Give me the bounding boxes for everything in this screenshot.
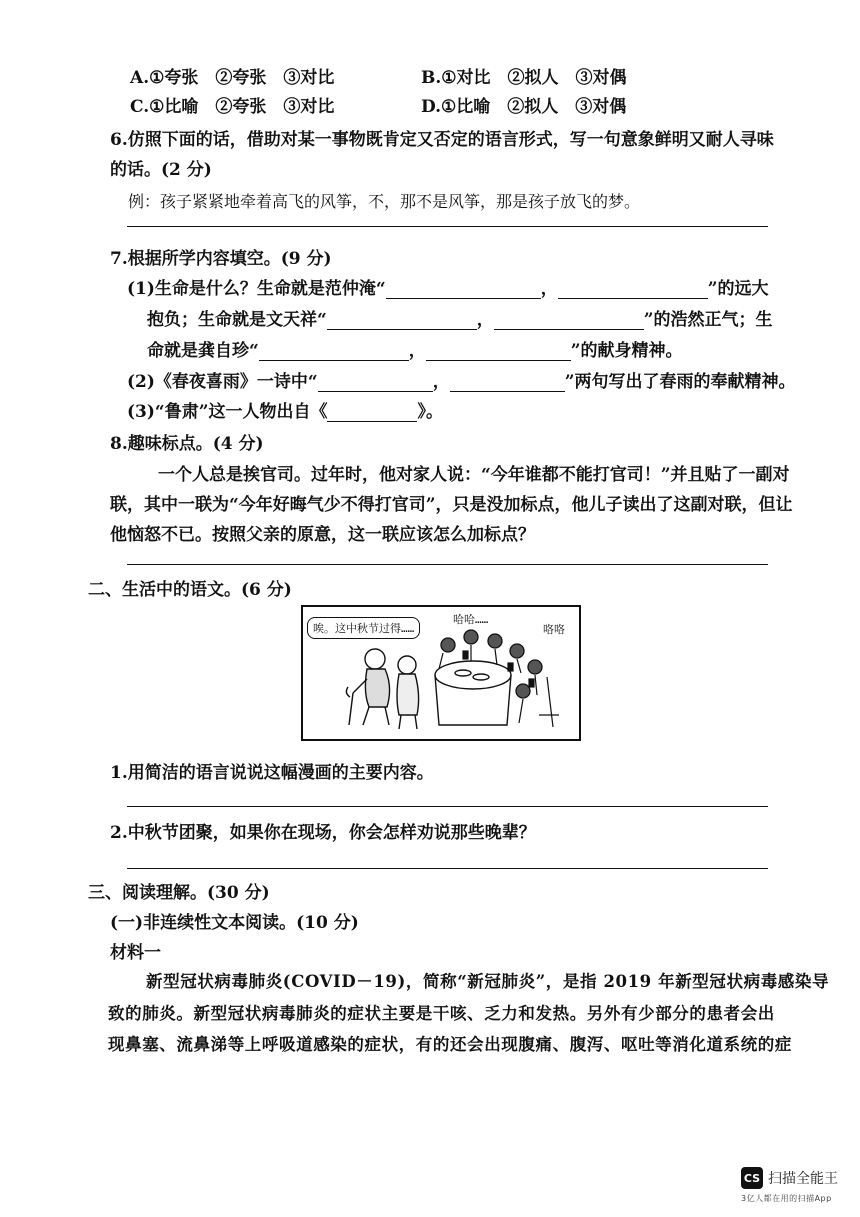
section2-q1-answer-line[interactable] xyxy=(127,806,768,807)
q6-line1: 6.仿照下面的话，借助对某一事物既肯定又否定的语言形式，写一句意象鲜明又耐人寻味 xyxy=(110,130,774,150)
mid-autumn-cartoon xyxy=(301,605,581,741)
q7-p1-line2 xyxy=(147,305,773,330)
q7-p1-comma: ， xyxy=(540,279,558,299)
q6-example: 例：孩子紧紧地牵着高飞的风筝，不，那不是风筝，那是孩子放飞的梦。 xyxy=(128,192,641,211)
q7-p3 xyxy=(127,397,443,422)
dinner-table-icon xyxy=(435,661,511,725)
q7-p1-text-f: ”的献身精神。 xyxy=(570,341,683,361)
option-c: C.①比喻 ②夸张 ③对比 xyxy=(130,97,335,117)
q7-p1-text-b: ”的远大 xyxy=(707,279,769,299)
option-a: A.①夸张 ②夸张 ③对比 xyxy=(130,68,335,88)
q7-blank-3[interactable] xyxy=(327,311,477,330)
q7-blank-9[interactable] xyxy=(327,403,417,422)
section2-q2: 2.中秋节团聚，如果你在现场，你会怎样劝说那些晚辈？ xyxy=(110,823,536,843)
q7-p2-text-b: ”两句写出了春雨的奉献精神。 xyxy=(564,372,796,392)
section2-title: 二、生活中的语文。(6 分) xyxy=(88,580,292,600)
q7-p1-line3 xyxy=(147,336,683,361)
q7-blank-6[interactable] xyxy=(426,342,571,361)
q7-p3-text-b: 》。 xyxy=(417,402,443,422)
option-b: B.①对比 ②拟人 ③对偶 xyxy=(421,68,627,88)
q8-line1: 一个人总是挨官司。过年时，他对家人说：“今年谁都不能打官司！”并且贴了一副对 xyxy=(158,465,790,485)
q8-line2: 联，其中一联为“今年好晦气少不得打官司”，只是没加标点，他儿子读出了这副对联，但让 xyxy=(110,495,793,515)
q8-answer-line[interactable] xyxy=(127,564,768,565)
q7-p1-text-a: (1)生命是什么？生命就是范仲淹“ xyxy=(127,279,386,299)
material-heading: 材料一 xyxy=(110,943,161,963)
q8-line3: 他恼怒不已。按照父亲的原意，这一联应该怎么加标点？ xyxy=(110,525,535,545)
elderly-woman-icon xyxy=(397,656,419,729)
passage-line2: 致的肺炎。新型冠状病毒肺炎的症状主要是干咳、乏力和发热。另外有少部分的患者会出 xyxy=(108,1004,775,1023)
q6-answer-line[interactable] xyxy=(127,226,768,227)
q7-p1-comma2: ， xyxy=(476,310,494,330)
q7-p1-text-d: ”的浩然正气；生 xyxy=(643,310,773,330)
section2-q2-answer-line[interactable] xyxy=(127,868,768,869)
q6-line2: 的话。(2 分) xyxy=(110,160,212,180)
q8-title: 8.趣味标点。(4 分) xyxy=(110,434,264,454)
q7-p1-text-c: 抱负；生命就是文天祥“ xyxy=(147,310,327,330)
q7-blank-7[interactable] xyxy=(318,373,433,392)
q7-blank-8[interactable] xyxy=(450,373,565,392)
q7-p1-line1 xyxy=(127,274,768,299)
q7-p1-comma3: ， xyxy=(408,341,426,361)
camscanner-tagline: 3亿人都在用的扫描App xyxy=(741,1194,832,1203)
phone-icon xyxy=(529,679,534,687)
cartoon-bubble-left: 唉。这中秋节过得…… xyxy=(307,617,420,639)
q7-p1-text-e: 命就是龚自珍“ xyxy=(147,341,259,361)
camscanner-logo-icon: CS xyxy=(741,1167,763,1189)
q7-blank-5[interactable] xyxy=(259,342,409,361)
elderly-man-icon xyxy=(346,649,389,725)
passage-line3: 现鼻塞、流鼻涕等上呼吸道感染的症状，有的还会出现腹痛、腹泻、呕吐等消化道系统的症 xyxy=(108,1035,792,1054)
section3-sub1: (一)非连续性文本阅读。(10 分) xyxy=(110,913,359,933)
passage-line1: 新型冠状病毒肺炎(COVID－19)，简称“新冠肺炎”，是指 2019 年新型冠状病毒感染导 xyxy=(146,972,830,991)
q7-title: 7.根据所学内容填空。(9 分) xyxy=(110,249,332,269)
q7-p2 xyxy=(127,367,795,392)
q7-p2-comma: ， xyxy=(432,372,450,392)
q7-blank-1[interactable] xyxy=(386,280,541,299)
section3-title: 三、阅读理解。(30 分) xyxy=(88,883,270,903)
q7-blank-4[interactable] xyxy=(494,311,644,330)
section2-q1: 1.用简洁的语言说说这幅漫画的主要内容。 xyxy=(110,763,434,783)
option-d: D.①比喻 ②拟人 ③对偶 xyxy=(421,97,627,117)
chair-icon xyxy=(539,677,559,727)
cartoon-bubble-mid: 哈哈…… xyxy=(453,613,489,626)
cartoon-bubble-right: 咯咯 xyxy=(543,623,565,636)
q7-p2-text-a: (2)《春夜喜雨》一诗中“ xyxy=(127,372,318,392)
q7-blank-2[interactable] xyxy=(558,280,708,299)
camscanner-name: 扫描全能王 xyxy=(768,1171,838,1187)
q7-p3-text-a: (3)“鲁肃”这一人物出自《 xyxy=(127,402,328,422)
